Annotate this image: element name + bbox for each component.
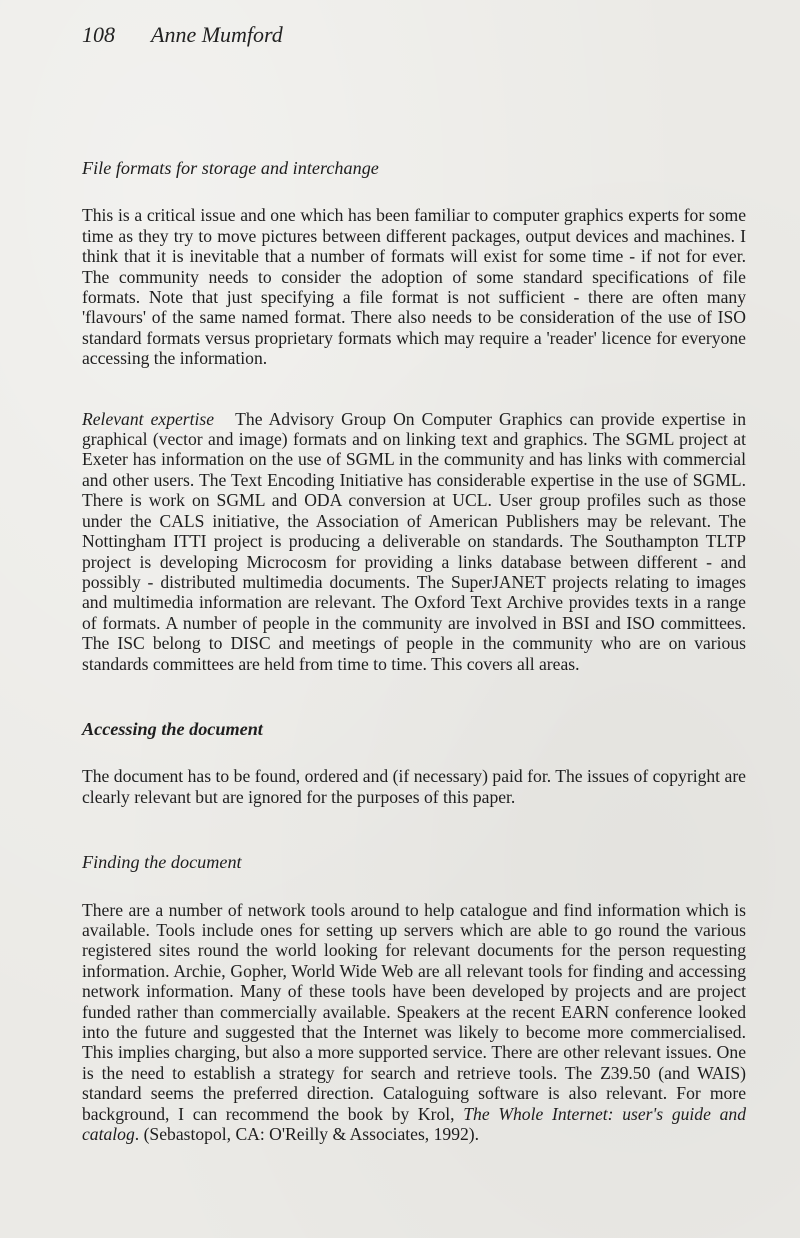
page-number: 108 [82,22,115,47]
page-body [82,158,746,1144]
book-title: The Whole Internet: user's guide and catalog [82,1103,746,1145]
paragraph-accessing: The document has to be found, ordered and (if necessary) paid for. The issues of copyright are clearly relevant but are ignored for the purposes of this paper. [82,766,746,807]
running-head [82,24,283,46]
finding-text-end: . (Sebastopol, CA: O'Reilly & Associates, 1992). [134,1124,480,1145]
relevant-expertise-text: The Advisory Group On Computer Graphics can provide expertise in graphical (vector and image) formats and on linking text and graphics. The SGML project at Exeter has information on the use of SGML in the community and has links with commercial and other users. The Text Encoding Initiative has considerable expertise in the use of SGML. There is work on SGML and ODA conversion at UCL. User group profiles such as those under the CALS initiative, the Association of American Publishers may be relevant. The Nottingham ITTI project is producing a deliverable on standards. The Southampton TLTP project is developing Microcosm for providing a links database between different - and possibly - distributed multimedia documents. The SuperJANET projects relating to images and multimedia information are relevant. The Oxford Text Archive provides texts in a range of formats. A number of people in the community are involved in BSI and ISO committees. The ISC belong to DISC and meetings of people in the community who are on various standards committees are held from time to time. This covers all areas. [82,408,746,674]
paragraph-file-formats: This is a critical issue and one which has been familiar to computer graphics experts for some time as they try to move pictures between different packages, output devices and machines. I think that it is inevitable that a number of formats will exist for some time - if not for ever. The community needs to consider the adoption of some standard specifications of file formats. Note that just specifying a file format is not sufficient - there are often many 'flavours' of the same named format. There also needs to be consideration of the use of ISO standard formats versus proprietary formats which may require a 'reader' licence for everyone accessing the information. [82,205,746,369]
author-name: Anne Mumford [151,22,283,47]
section-heading-finding: Finding the document [82,852,242,873]
section-heading-accessing: Accessing the document [82,718,263,739]
finding-text-start: There are a number of network tools around to help catalogue and find information which is available. Tools include ones for setting up servers which are able to go round the various registered sites round the world looking for relevant documents for the person requesting information. Archie, Gopher, World Wide Web are all relevant tools for finding and accessing network information. Many of these tools have been developed by projects and are project funded rather than commercially available. Speakers at the recent EARN conference looked into the future and suggested that the Internet was likely to become more commercialised. This implies charging, but also a more supported service. There are other relevant issues. One is the need to establish a strategy for search and retrieve tools. The Z39.50 (and WAIS) standard seems the preferred direction. Cataloguing software is also relevant. For more background, I can recommend the book by Krol, [82,899,746,1124]
paragraph-finding [82,900,746,1145]
run-in-heading-relevant-expertise: Relevant expertise [82,408,215,429]
section-heading-file-formats: File formats for storage and interchange [82,158,379,178]
paragraph-relevant-expertise [82,409,746,674]
